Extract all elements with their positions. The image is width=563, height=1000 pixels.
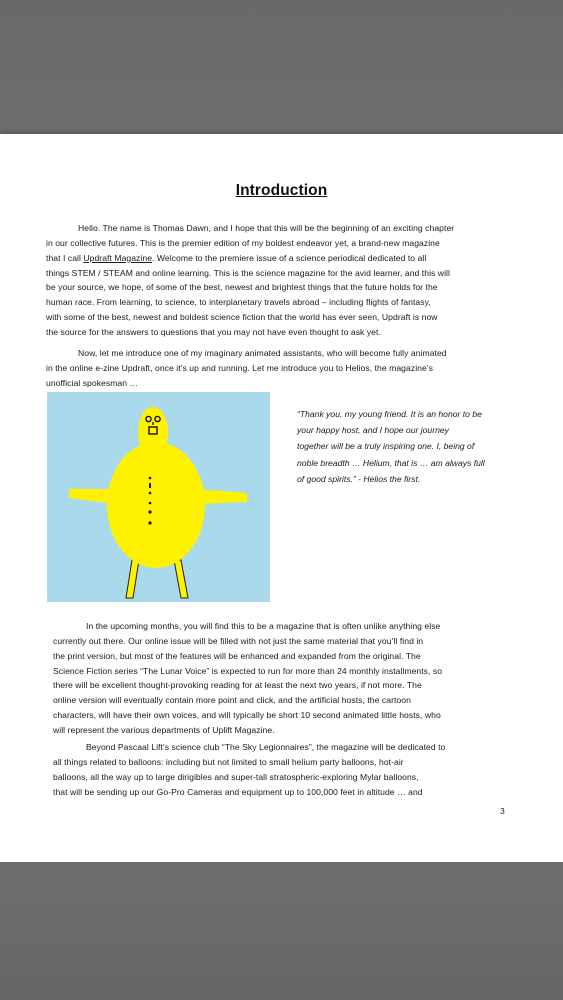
text-line: In the upcoming months, you will find this to be a magazine that is often unlike anything else — [86, 621, 441, 631]
text-line: things STEM / STEAM and online learning. This is the science magazine for the avid learner, and this will — [46, 267, 450, 278]
text-line: with some of the best, newest and boldest science fiction that the world has ever seen, Updraft is now — [46, 312, 438, 323]
text-line: the source for the answers to questions that you may not have even thought to ask yet. — [46, 326, 381, 337]
page-number: 3 — [500, 806, 505, 816]
text-line: in our collective futures. This is the premier edition of my boldest endeavor yet, a brand-new magazine — [46, 237, 440, 248]
body — [107, 442, 205, 568]
text-line: characters, will have their own voices, and will typically be short 10 second animated little hosts, who — [53, 710, 441, 721]
magazine-name-underlined: Updraft Magazine — [83, 252, 153, 263]
viewer-bottom-background — [0, 862, 563, 1000]
helios-quote — [297, 406, 527, 487]
text-line: the print version, but most of the features will be enhanced and expanded from the original. The — [53, 650, 421, 661]
helios-illustration — [47, 392, 270, 602]
text-line: there will be excellent thought-provoking reading for at least the next two years, if not more. The — [53, 680, 422, 691]
text-line — [46, 251, 520, 266]
text-line: that will be sending up our Go-Pro Cameras and equipment up to 100,000 feet in altitude … and — [53, 786, 423, 797]
text-line: be your source, we hope, of some of the best, newest and brightest things that the future holds for the — [46, 282, 438, 293]
page-title: Introduction — [235, 182, 328, 199]
intro-paragraph-1 — [46, 221, 520, 340]
text-line: Now, let me introduce one of my imaginary animated assistants, who will become fully animated — [78, 348, 447, 358]
text-line: unofficial spokesman … — [46, 377, 139, 388]
text-line: currently out there. Our online issue will be filled with not just the same material that you’ll find in — [53, 635, 424, 646]
text-line: balloons, all the way up to large dirigibles and super-tall stratospheric-exploring Mylar balloons, — [53, 771, 419, 782]
viewer-top-background — [0, 0, 563, 134]
text-line: Science Fiction series “The Lunar Voice” is expected to run for more than 24 monthly installments, so — [53, 665, 443, 676]
quote-line: of good spirits.” - Helios the first. — [297, 473, 421, 484]
body-paragraph-4 — [53, 740, 523, 799]
document-page[interactable] — [0, 134, 563, 862]
quote-line: your happy host, and I hope our journey — [297, 425, 449, 436]
text-fragment: that I call — [46, 252, 84, 263]
quote-line: together will be a truly inspiring one. I, being of — [297, 441, 475, 452]
text-line: human race. From learning, to science, to interplanetary travels abroad – including flights of fantasy, — [46, 297, 431, 308]
text-line: all things related to balloons: including but not limited to small helium party balloons, hot-air — [53, 756, 404, 767]
text-fragment: . Welcome to the premiere issue of a science periodical dedicated to all — [152, 252, 427, 263]
head — [138, 407, 168, 457]
quote-line: “Thank you, my young friend. It is an honor to be — [297, 409, 482, 419]
body-paragraph-3 — [53, 619, 523, 738]
intro-paragraph-2 — [46, 346, 520, 391]
text-line: Beyond Pascaal Lift’s science club “The Sky Legionnaires”, the magazine will be dedicated to — [86, 742, 446, 752]
text-line: will represent the various departments of Uplift Magazine. — [53, 724, 275, 735]
quote-line: noble breadth … Helium, that is … am always full — [297, 457, 485, 468]
text-line: in the online e-zine Updraft, once it’s up and running. Let me introduce you to Helios, the magazine’s — [46, 362, 433, 373]
text-line: Hello. The name is Thomas Dawn, and I hope that this will be the beginning of an exciting chapter — [78, 223, 455, 233]
text-line: online version will eventually contain more point and click, and the artificial hosts, the cartoon — [53, 695, 411, 706]
